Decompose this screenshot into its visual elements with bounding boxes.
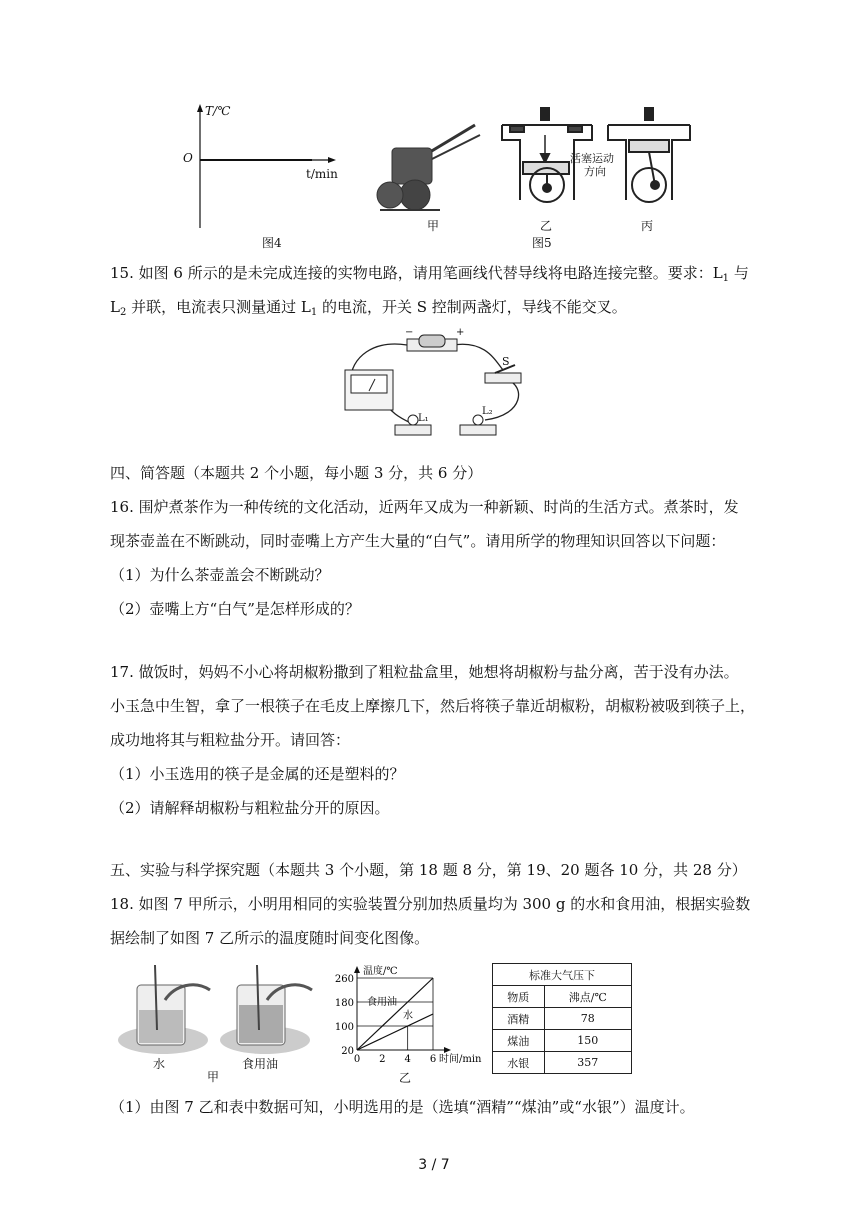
- section-5-title: 五、实验与科学探究题（本题共 3 个小题，第 18 题 8 分，第 19、20 题各 10 分，共 28 分）: [110, 861, 747, 879]
- boiling-point-table: [492, 963, 632, 1074]
- table-row: [493, 1008, 632, 1030]
- q17-line-2: 小玉急中生智，拿了一根筷子在毛皮上摩擦几下，然后将筷子靠近胡椒粉，胡椒粉被吸到筷子上，: [110, 697, 756, 715]
- series-line-1: [357, 1014, 433, 1050]
- figure-4-graph: [180, 100, 340, 230]
- q18-sub-1: （1）由图 7 乙和表中数据可知，小明选用的是（选填“酒精”“煤油”或“水银”）温度计。: [110, 1098, 695, 1116]
- q15-line-1: 15. 如图 6 所示的是未完成连接的实物电路，请用笔画线代替导线将电路连接完整。要求：$L_1$ 与: [110, 264, 749, 284]
- table-cell: 78: [544, 1008, 631, 1030]
- engine-bing: [608, 108, 690, 202]
- series-label-water: 水: [403, 1010, 413, 1022]
- lamp-l2-label: L₂: [482, 406, 493, 417]
- figure-7-jia-label: 甲: [207, 1070, 220, 1084]
- temperature-time-chart: [325, 962, 485, 1080]
- y-axis-label: 温度/℃: [363, 966, 398, 977]
- battery-plus-label: +: [456, 327, 465, 338]
- figure-4-origin: O: [183, 151, 193, 165]
- q18-line-1: 18. 如图 7 甲所示，小明用相同的实验装置分别加热质量均为 300 g 的水和食用油，根据实验数: [110, 895, 751, 913]
- lamp-l1-label: L₁: [418, 413, 429, 424]
- figure-5-caption: 图5: [532, 236, 552, 250]
- figure-4-caption: 图4: [262, 236, 282, 250]
- table-cell: 150: [544, 1030, 631, 1052]
- q15-line-2: $L_2$ 并联，电流表只测量通过 $L_1$ 的电流，开关 S 控制两盏灯，导线不能交叉。: [110, 298, 627, 318]
- q17-sub-2: （2）请解释胡椒粉与粗粒盐分开的原因。: [110, 799, 390, 817]
- table-cell: 煤油: [493, 1030, 545, 1052]
- page-number: 3 / 7: [418, 1157, 450, 1173]
- tiller-machine-image: [377, 125, 480, 210]
- figure-4-x-label: t/min: [306, 167, 338, 181]
- y-tick-label: 100: [334, 1022, 354, 1033]
- section-4-title: 四、简答题（本题共 2 个小题，每小题 3 分，共 6 分）: [110, 464, 483, 482]
- x-tick-label: 2: [379, 1054, 386, 1065]
- table-header-boiling-point: 沸点/℃: [544, 986, 631, 1008]
- x-tick-label: 6: [429, 1054, 437, 1065]
- table-row: [493, 1052, 632, 1074]
- series-label-oil: 食用油: [367, 997, 397, 1008]
- figure-5-label-bing: 丙: [641, 219, 654, 233]
- y-tick-label: 260: [334, 974, 354, 985]
- table-title: 标准大气压下: [493, 964, 632, 986]
- figure-5-label-yi: 乙: [540, 219, 553, 233]
- table-cell: 水银: [493, 1052, 545, 1074]
- q17-line-3: 成功地将其与粗粒盐分开。请回答：: [110, 731, 351, 749]
- beaker-oil-label: 食用油: [242, 1057, 279, 1071]
- x-axis-arrow: [444, 1047, 451, 1053]
- x-axis-label: 时间/min: [439, 1054, 482, 1065]
- beaker-water-label: 水: [153, 1057, 166, 1071]
- q18-line-2: 据绘制了如图 7 乙所示的温度随时间变化图像。: [110, 929, 430, 947]
- battery-minus-label: −: [405, 327, 414, 338]
- figure-5-annotation-1: 活塞运动: [570, 152, 614, 165]
- q17-sub-1: （1）小玉选用的筷子是金属的还是塑料的？: [110, 765, 405, 783]
- figure-4-y-label: T/℃: [205, 104, 231, 118]
- y-tick-label: 20: [341, 1046, 354, 1057]
- table-cell: 357: [544, 1052, 631, 1074]
- figure-7-beakers: [115, 960, 325, 1075]
- q16-sub-1: （1）为什么茶壶盖会不断跳动？: [110, 566, 330, 584]
- figure-5-annotation-2: 方向: [584, 165, 606, 178]
- q16-line-1: 16. 围炉煮茶作为一种传统的文化活动，近两年又成为一种新颖、时尚的生活方式。煮茶时，发: [110, 498, 739, 516]
- figure-7-yi-label: 乙: [399, 1071, 412, 1085]
- switch-s-label: S: [502, 355, 510, 368]
- q16-sub-2: （2）壶嘴上方“白气”是怎样形成的？: [110, 600, 360, 618]
- figure-5-illustration: [370, 100, 700, 230]
- x-tick-label: 4: [404, 1054, 411, 1065]
- table-row: [493, 1030, 632, 1052]
- x-tick-label: 0: [353, 1054, 361, 1065]
- table-header-substance: 物质: [493, 986, 545, 1008]
- q17-line-1: 17. 做饭时，妈妈不小心将胡椒粉撒到了粗粒盐盒里，她想将胡椒粉与盐分离，苦于没有办法。: [110, 663, 739, 681]
- figure-6-circuit: [335, 325, 535, 455]
- y-tick-label: 180: [334, 998, 354, 1009]
- figure-5-label-jia: 甲: [427, 219, 440, 233]
- q16-line-2: 现茶壶盖在不断跳动，同时壶嘴上方产生大量的“白气”。请用所学的物理知识回答以下问题：: [110, 532, 726, 550]
- y-axis-arrow: [354, 966, 360, 973]
- series-line-0: [357, 978, 433, 1050]
- table-cell: 酒精: [493, 1008, 545, 1030]
